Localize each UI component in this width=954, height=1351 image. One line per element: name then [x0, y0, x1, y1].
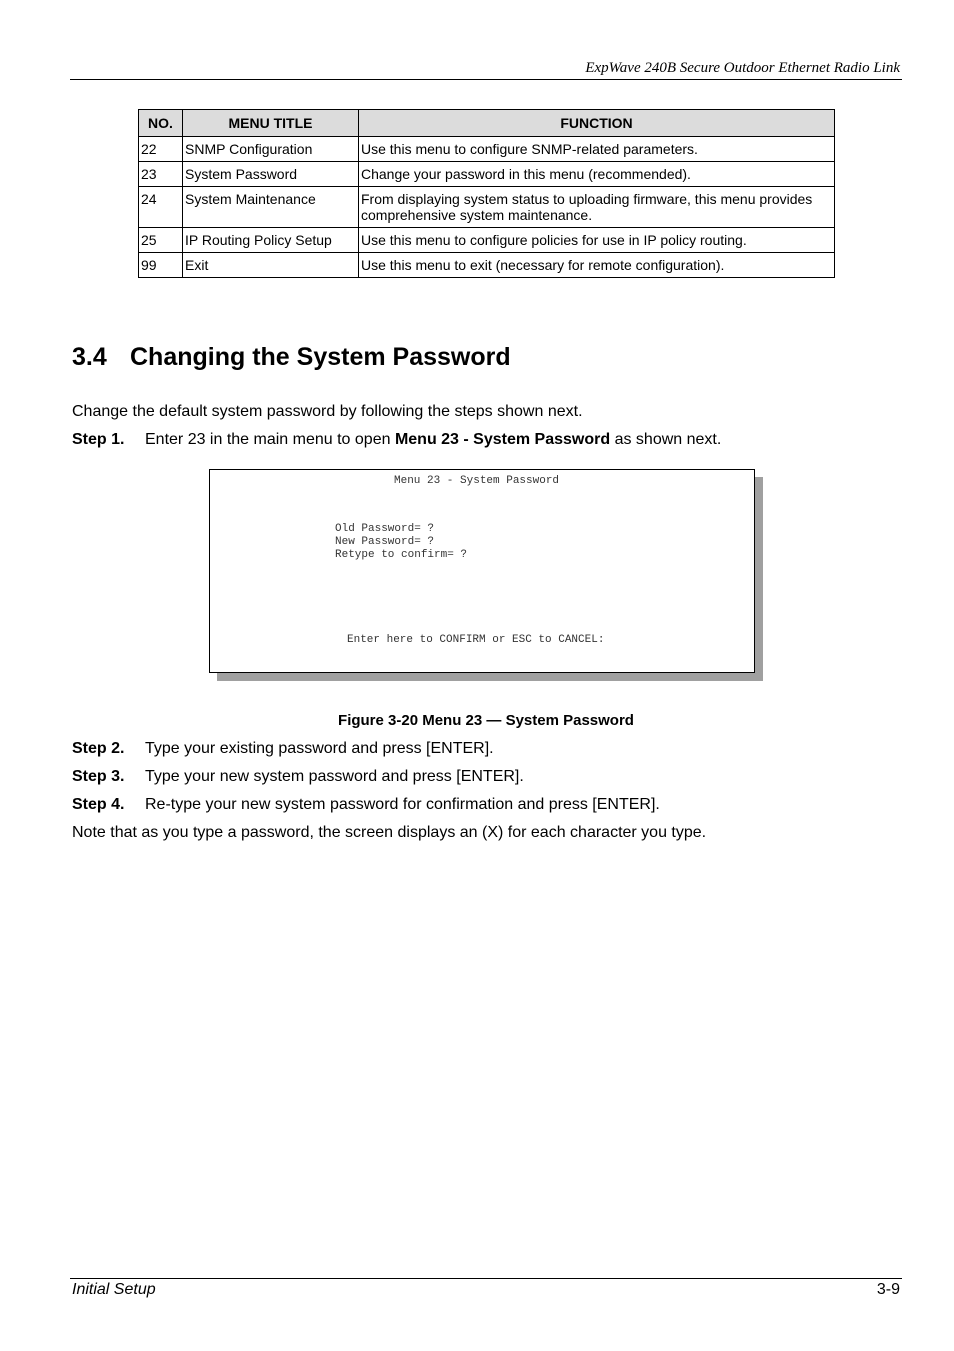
- note-paragraph: Note that as you type a password, the screen displays an (X) for each character you type.: [72, 824, 707, 841]
- step-text: Enter 23 in the main menu to open: [145, 431, 395, 448]
- cell-no: 22: [139, 137, 183, 162]
- section-number: 3.4: [72, 343, 107, 371]
- step-1: [72, 431, 721, 449]
- step-3: [72, 768, 524, 786]
- footer-chapter: Initial Setup: [72, 1281, 156, 1298]
- header-rule: [70, 79, 902, 80]
- step-text-bold: Menu 23 - System Password: [394, 431, 611, 448]
- step-label: Step 3.: [72, 768, 125, 785]
- cell-menu-title: SNMP Configuration: [183, 137, 359, 162]
- section-title: Changing the System Password: [130, 343, 511, 371]
- table-header-row: [139, 110, 835, 137]
- cell-no: 23: [139, 162, 183, 187]
- cell-function: From displaying system status to uploading firmware, this menu provides comprehensive system maintenance.: [359, 187, 835, 228]
- new-password-field: New Password= ?: [335, 536, 435, 548]
- cell-function: Use this menu to exit (necessary for remote configuration).: [359, 253, 835, 278]
- column-header-no: NO.: [139, 110, 183, 137]
- table-row: [139, 137, 835, 162]
- menu-table: [138, 109, 835, 278]
- table-row: [139, 187, 835, 228]
- retype-confirm-field: Retype to confirm= ?: [335, 549, 468, 561]
- header-title: ExpWave 240B Secure Outdoor Ethernet Radio Link: [585, 60, 900, 76]
- cell-menu-title: System Maintenance: [183, 187, 359, 228]
- cell-menu-title: IP Routing Policy Setup: [183, 228, 359, 253]
- old-password-field: Old Password= ?: [335, 523, 435, 535]
- step-text: Type your new system password and press [ENTER].: [145, 768, 524, 785]
- table-row: [139, 162, 835, 187]
- cell-menu-title: Exit: [183, 253, 359, 278]
- cell-function: Use this menu to configure policies for use in IP policy routing.: [359, 228, 835, 253]
- column-header-function: FUNCTION: [359, 110, 835, 137]
- step-text-after: as shown next.: [610, 431, 722, 448]
- cell-function: Change your password in this menu (recommended).: [359, 162, 835, 187]
- confirm-prompt: Enter here to CONFIRM or ESC to CANCEL:: [347, 634, 605, 646]
- step-label: Step 1.: [72, 431, 125, 448]
- cell-no: 25: [139, 228, 183, 253]
- step-text: Type your existing password and press [ENTER].: [145, 740, 494, 757]
- step-2: [72, 740, 494, 758]
- column-header-menu-title: MENU TITLE: [183, 110, 359, 137]
- intro-paragraph: Change the default system password by following the steps shown next.: [72, 403, 583, 420]
- footer-rule: [70, 1278, 902, 1279]
- page-number: 3-9: [876, 1281, 900, 1298]
- step-text: Re-type your new system password for confirmation and press [ENTER].: [145, 796, 660, 813]
- cell-no: 24: [139, 187, 183, 228]
- table-row: [139, 228, 835, 253]
- cell-function: Use this menu to configure SNMP-related parameters.: [359, 137, 835, 162]
- terminal-screen: [209, 469, 755, 673]
- step-label: Step 2.: [72, 740, 125, 757]
- step-label: Step 4.: [72, 796, 125, 813]
- step-4: [72, 796, 660, 814]
- terminal-title: Menu 23 - System Password: [394, 475, 560, 487]
- cell-menu-title: System Password: [183, 162, 359, 187]
- figure-caption: Figure 3-20 Menu 23 — System Password: [338, 712, 634, 729]
- cell-no: 99: [139, 253, 183, 278]
- section-heading: [72, 343, 511, 372]
- table-row: [139, 253, 835, 278]
